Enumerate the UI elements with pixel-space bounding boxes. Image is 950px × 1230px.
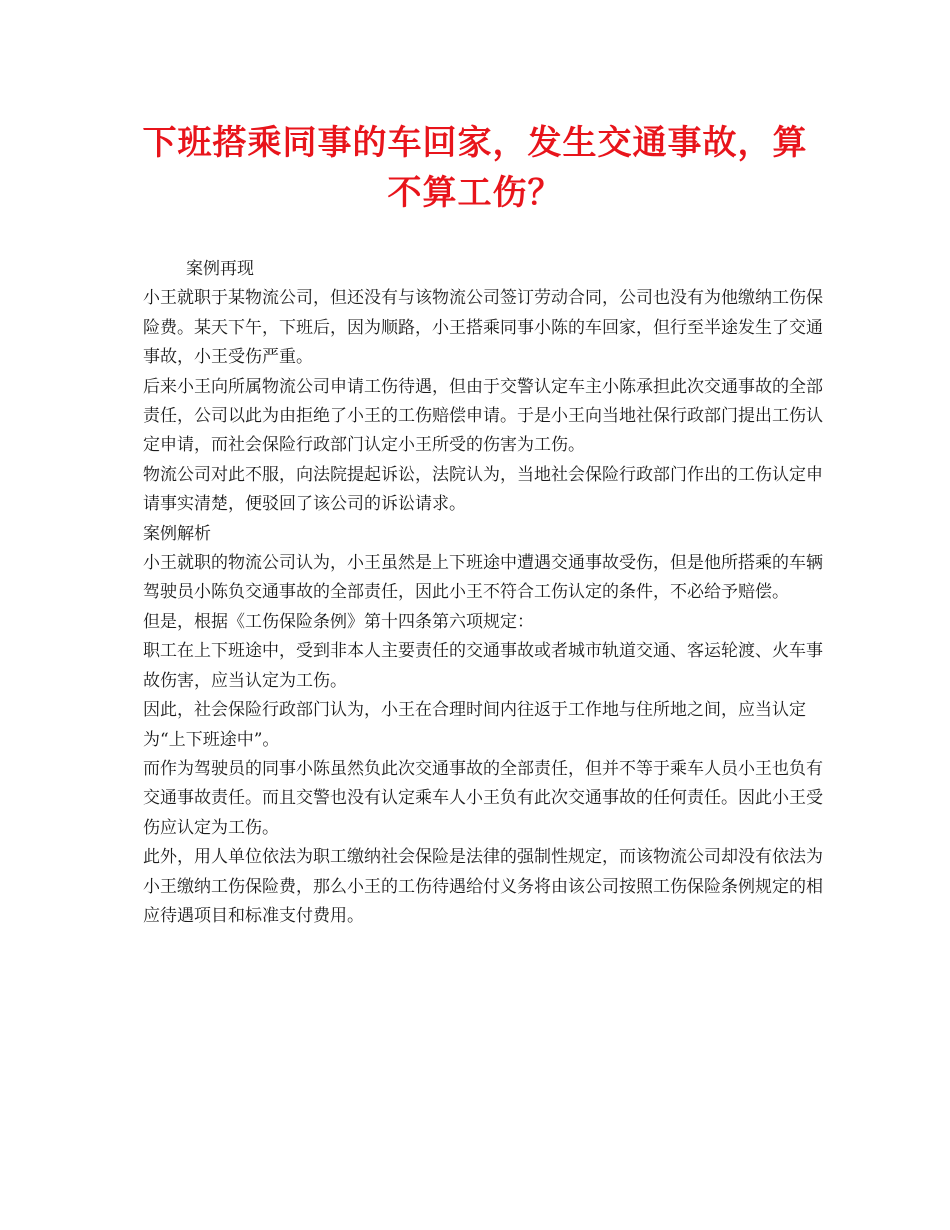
body-paragraph: 小王就职的物流公司认为，小王虽然是上下班途中遭遇交通事故受伤，但是他所搭乘的车辆驾驶员小陈负交通事故的全部责任，因此小王不符合工伤认定的条件，不必给予赔偿。 [143,553,823,603]
body-paragraph: 小王就职于某物流公司，但还没有与该物流公司签订劳动合同，公司也没有为他缴纳工伤保险费。某天下午，下班后，因为顺路，小王搭乘同事小陈的车回家，但行至半途发生了交通事故，小王受伤严重。 [143,288,823,368]
document-title-line-1: 下班搭乘同事的车回家，发生交通事故，算 [142,123,808,163]
body-paragraph: 但是，根据《工伤保险条例》第十四条第六项规定： [143,611,534,632]
body-paragraph: 后来小王向所属物流公司申请工伤待遇，但由于交警认定车主小陈承担此次交通事故的全部责任，公司以此为由拒绝了小王的工伤赔偿申请。于是小王向当地社保行政部门提出工伤认定申请，而社会保险行政部门认定小王所受的伤害为工伤。 [143,376,823,456]
document-body [143,255,833,931]
section-heading-case: 案例再现 [186,259,254,279]
body-paragraph: 此外，用人单位依法为职工缴纳社会保险是法律的强制性规定，而该物流公司却没有依法为小王缴纳工伤保险费，那么小王的工伤待遇给付义务将由该公司按照工伤保险条例规定的相应待遇项目和标准支付费用。 [143,847,823,926]
body-paragraph: 物流公司对此不服，向法院提起诉讼，法院认为，当地社会保险行政部门作出的工伤认定申请事实清楚，便驳回了该公司的诉讼请求。 [143,464,823,515]
section-heading-analysis: 案例解析 [143,523,211,544]
document-title [120,118,830,218]
body-paragraph: 而作为驾驶员的同事小陈虽然负此次交通事故的全部责任，但并不等于乘车人员小王也负有交通事故责任。而且交警也没有认定乘车人小王负有此次交通事故的任何责任。因此小王受伤应认定为工伤。 [143,758,823,838]
document-title-line-2: 不算工伤？ [387,173,563,213]
body-paragraph: 职工在上下班途中，受到非本人主要责任的交通事故或者城市轨道交通、客运轮渡、火车事故伤害，应当认定为工伤。 [143,641,823,691]
body-paragraph: 因此，社会保险行政部门认为，小王在合理时间内往返于工作地与住所地之间，应当认定为“上下班途中”。 [143,700,806,750]
